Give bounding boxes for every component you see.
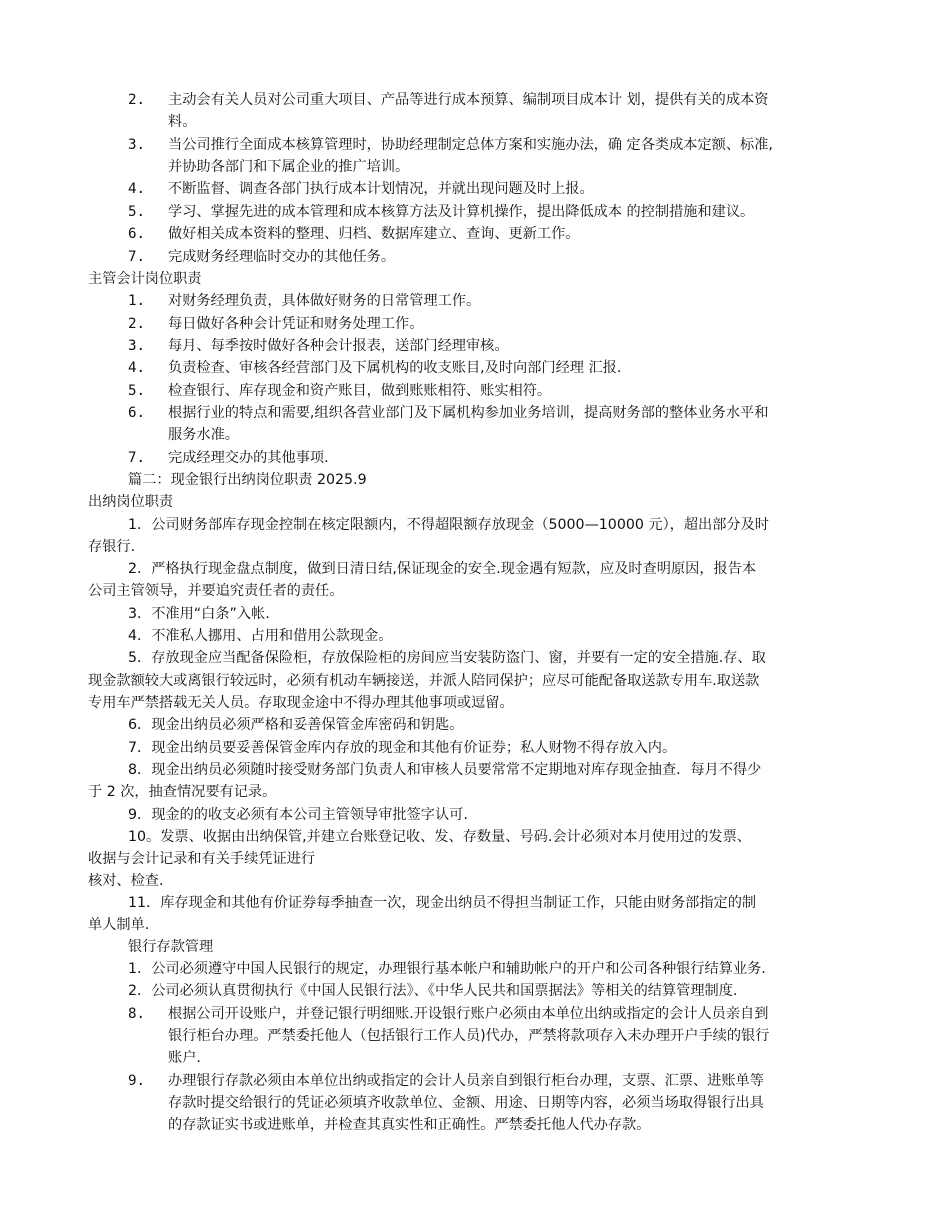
list-number: 3.	[128, 338, 146, 354]
paragraph-line: 1．公司财务部库存现金控制在核定限额内，不得超限额存放现金（5000—10000 元），超出部分及时	[128, 517, 769, 533]
list-number: 7.	[128, 249, 146, 265]
paragraph-line: 核对、检查.	[88, 873, 164, 889]
list-number: 4.	[128, 360, 146, 376]
section-title: 出纳岗位职责	[88, 494, 174, 510]
list-item-text: 不断监督、调查各部门执行成本计划情况，并就出现问题及时上报。	[168, 181, 594, 197]
list-item-text: 根据行业的特点和需要,组织各营业部门及下属机构参加业务培训，提高财务部的整体业务水平和	[168, 405, 769, 421]
list-number: 7.	[128, 450, 146, 466]
list-item-text: 料。	[168, 114, 197, 130]
paragraph-line: 公司主管领导，并要追究责任者的责任。	[88, 583, 344, 599]
list-item-text: 并协助各部门和下属企业的推广培训。	[168, 159, 410, 175]
list-item-text: 负责检查、审核各经营部门及下属机构的收支账目,及时向部门经理 汇报.	[168, 360, 622, 376]
list-item-text: 的存款证实书或进账单，并检查其真实性和正确性。严禁委托他人代办存款。	[168, 1117, 651, 1133]
list-number: 6.	[128, 226, 146, 242]
list-number: 5.	[128, 383, 146, 399]
section-title: 主管会计岗位职责	[88, 271, 202, 287]
list-item-text: 每日做好各种会计凭证和财务处理工作。	[168, 316, 424, 332]
paragraph-line: 7．现金出纳员要妥善保管金库内存放的现金和其他有价证券；私人财物不得存放入内。	[128, 740, 677, 756]
chapter-heading: 篇二：现金银行出纳岗位职责 2025.9	[128, 472, 367, 488]
paragraph-line: 10。发票、收据由出纳保管,并建立台账登记收、发、存数量、号码.会计必须对本月使用过的发票、	[128, 829, 751, 845]
paragraph-line: 11．库存现金和其他有价证券每季抽查一次，现金出纳员不得担当制证工作，只能由财务部指定的制	[128, 895, 757, 911]
paragraph-line: 收据与会计记录和有关手续凭证进行	[88, 851, 316, 867]
paragraph-line: 专用车严禁搭载无关人员。存取现金途中不得办理其他事项或逗留。	[88, 695, 514, 711]
list-item-text: 检查银行、库存现金和资产账目，做到账账相符、账实相符。	[168, 383, 552, 399]
paragraph-line: 存银行.	[88, 539, 136, 555]
paragraph-line: 单人制单.	[88, 917, 150, 933]
list-item-text: 账户.	[168, 1050, 201, 1066]
list-item-text: 主动会有关人员对公司重大项目、产品等进行成本预算、编制项目成本计 划，提供有关的成本资	[168, 92, 769, 108]
paragraph-line: 8．现金出纳员必须随时接受财务部门负责人和审核人员要常常不定期地对库存现金抽查．每月不得少	[128, 762, 762, 778]
list-item-text: 当公司推行全面成本核算管理时，协助经理制定总体方案和实施办法，确 定各类成本定额、标准,	[168, 137, 773, 153]
list-number: 8.	[128, 1006, 146, 1022]
list-item-text: 每月、每季按时做好各种会计报表，送部门经理审核。	[168, 338, 509, 354]
paragraph-line: 3．不准用“白条”入帐.	[128, 606, 270, 622]
list-number: 6.	[128, 405, 146, 421]
paragraph-line: 4．不准私人挪用、占用和借用公款现金。	[128, 628, 393, 644]
list-item-text: 银行柜台办理。严禁委托他人（包括银行工作人员)代办，严禁将款项存入未办理开户手续的银行	[168, 1028, 770, 1044]
list-item-text: 完成财务经理临时交办的其他任务。	[168, 249, 396, 265]
paragraph-line: 于 2 次，抽查情况要有记录。	[88, 784, 277, 800]
list-item-text: 服务水准。	[168, 427, 239, 443]
list-item-text: 学习、掌握先进的成本管理和成本核算方法及计算机操作，提出降低成本 的控制措施和建议。	[168, 204, 755, 220]
list-number: 3.	[128, 137, 146, 153]
section-title: 银行存款管理	[128, 939, 214, 955]
list-item-text: 存款时提交给银行的凭证必须填齐收款单位、金额、用途、日期等内容，必须当场取得银行出具	[168, 1095, 764, 1111]
paragraph-line: 2．公司必须认真贯彻执行《中国人民银行法》、《中华人民共和国票据法》等相关的结算管理制度.	[128, 983, 738, 999]
paragraph-line: 9．现金的的收支必须有本公司主管领导审批签字认可.	[128, 807, 468, 823]
list-number: 9.	[128, 1073, 146, 1089]
paragraph-line: 2．严格执行现金盘点制度，做到日清日结,保证现金的安全.现金遇有短款，应及时查明原因，报告本	[128, 561, 757, 577]
list-number: 1.	[128, 293, 146, 309]
list-number: 4.	[128, 181, 146, 197]
list-item-text: 对财务经理负责，具体做好财务的日常管理工作。	[168, 293, 481, 309]
paragraph-line: 现金款额较大或离银行较远时，必须有机动车辆接送，并派人陪同保护；应尽可能配备取送款专用车.取送款	[88, 673, 760, 689]
list-item-text: 完成经理交办的其他事项.	[168, 450, 329, 466]
list-number: 2.	[128, 316, 146, 332]
list-item-text: 办理银行存款必须由本单位出纳或指定的会计人员亲自到银行柜台办理，支票、汇票、进账单等	[168, 1073, 764, 1089]
list-item-text: 根据公司开设账户，并登记银行明细账.开设银行账户必须由本单位出纳或指定的会计人员亲自到	[168, 1006, 769, 1022]
paragraph-line: 5．存放现金应当配备保险柜，存放保险柜的房间应当安装防盗门、窗，并要有一定的安全措施.存、取	[128, 650, 766, 666]
list-item-text: 做好相关成本资料的整理、归档、数据库建立、查询、更新工作。	[168, 226, 580, 242]
paragraph-line: 1．公司必须遵守中国人民银行的规定，办理银行基本帐户和辅助帐户的开户和公司各种银行结算业务.	[128, 961, 766, 977]
paragraph-line: 6．现金出纳员必须严格和妥善保管金库密码和钥匙。	[128, 717, 464, 733]
list-number: 2.	[128, 92, 146, 108]
list-number: 5.	[128, 204, 146, 220]
